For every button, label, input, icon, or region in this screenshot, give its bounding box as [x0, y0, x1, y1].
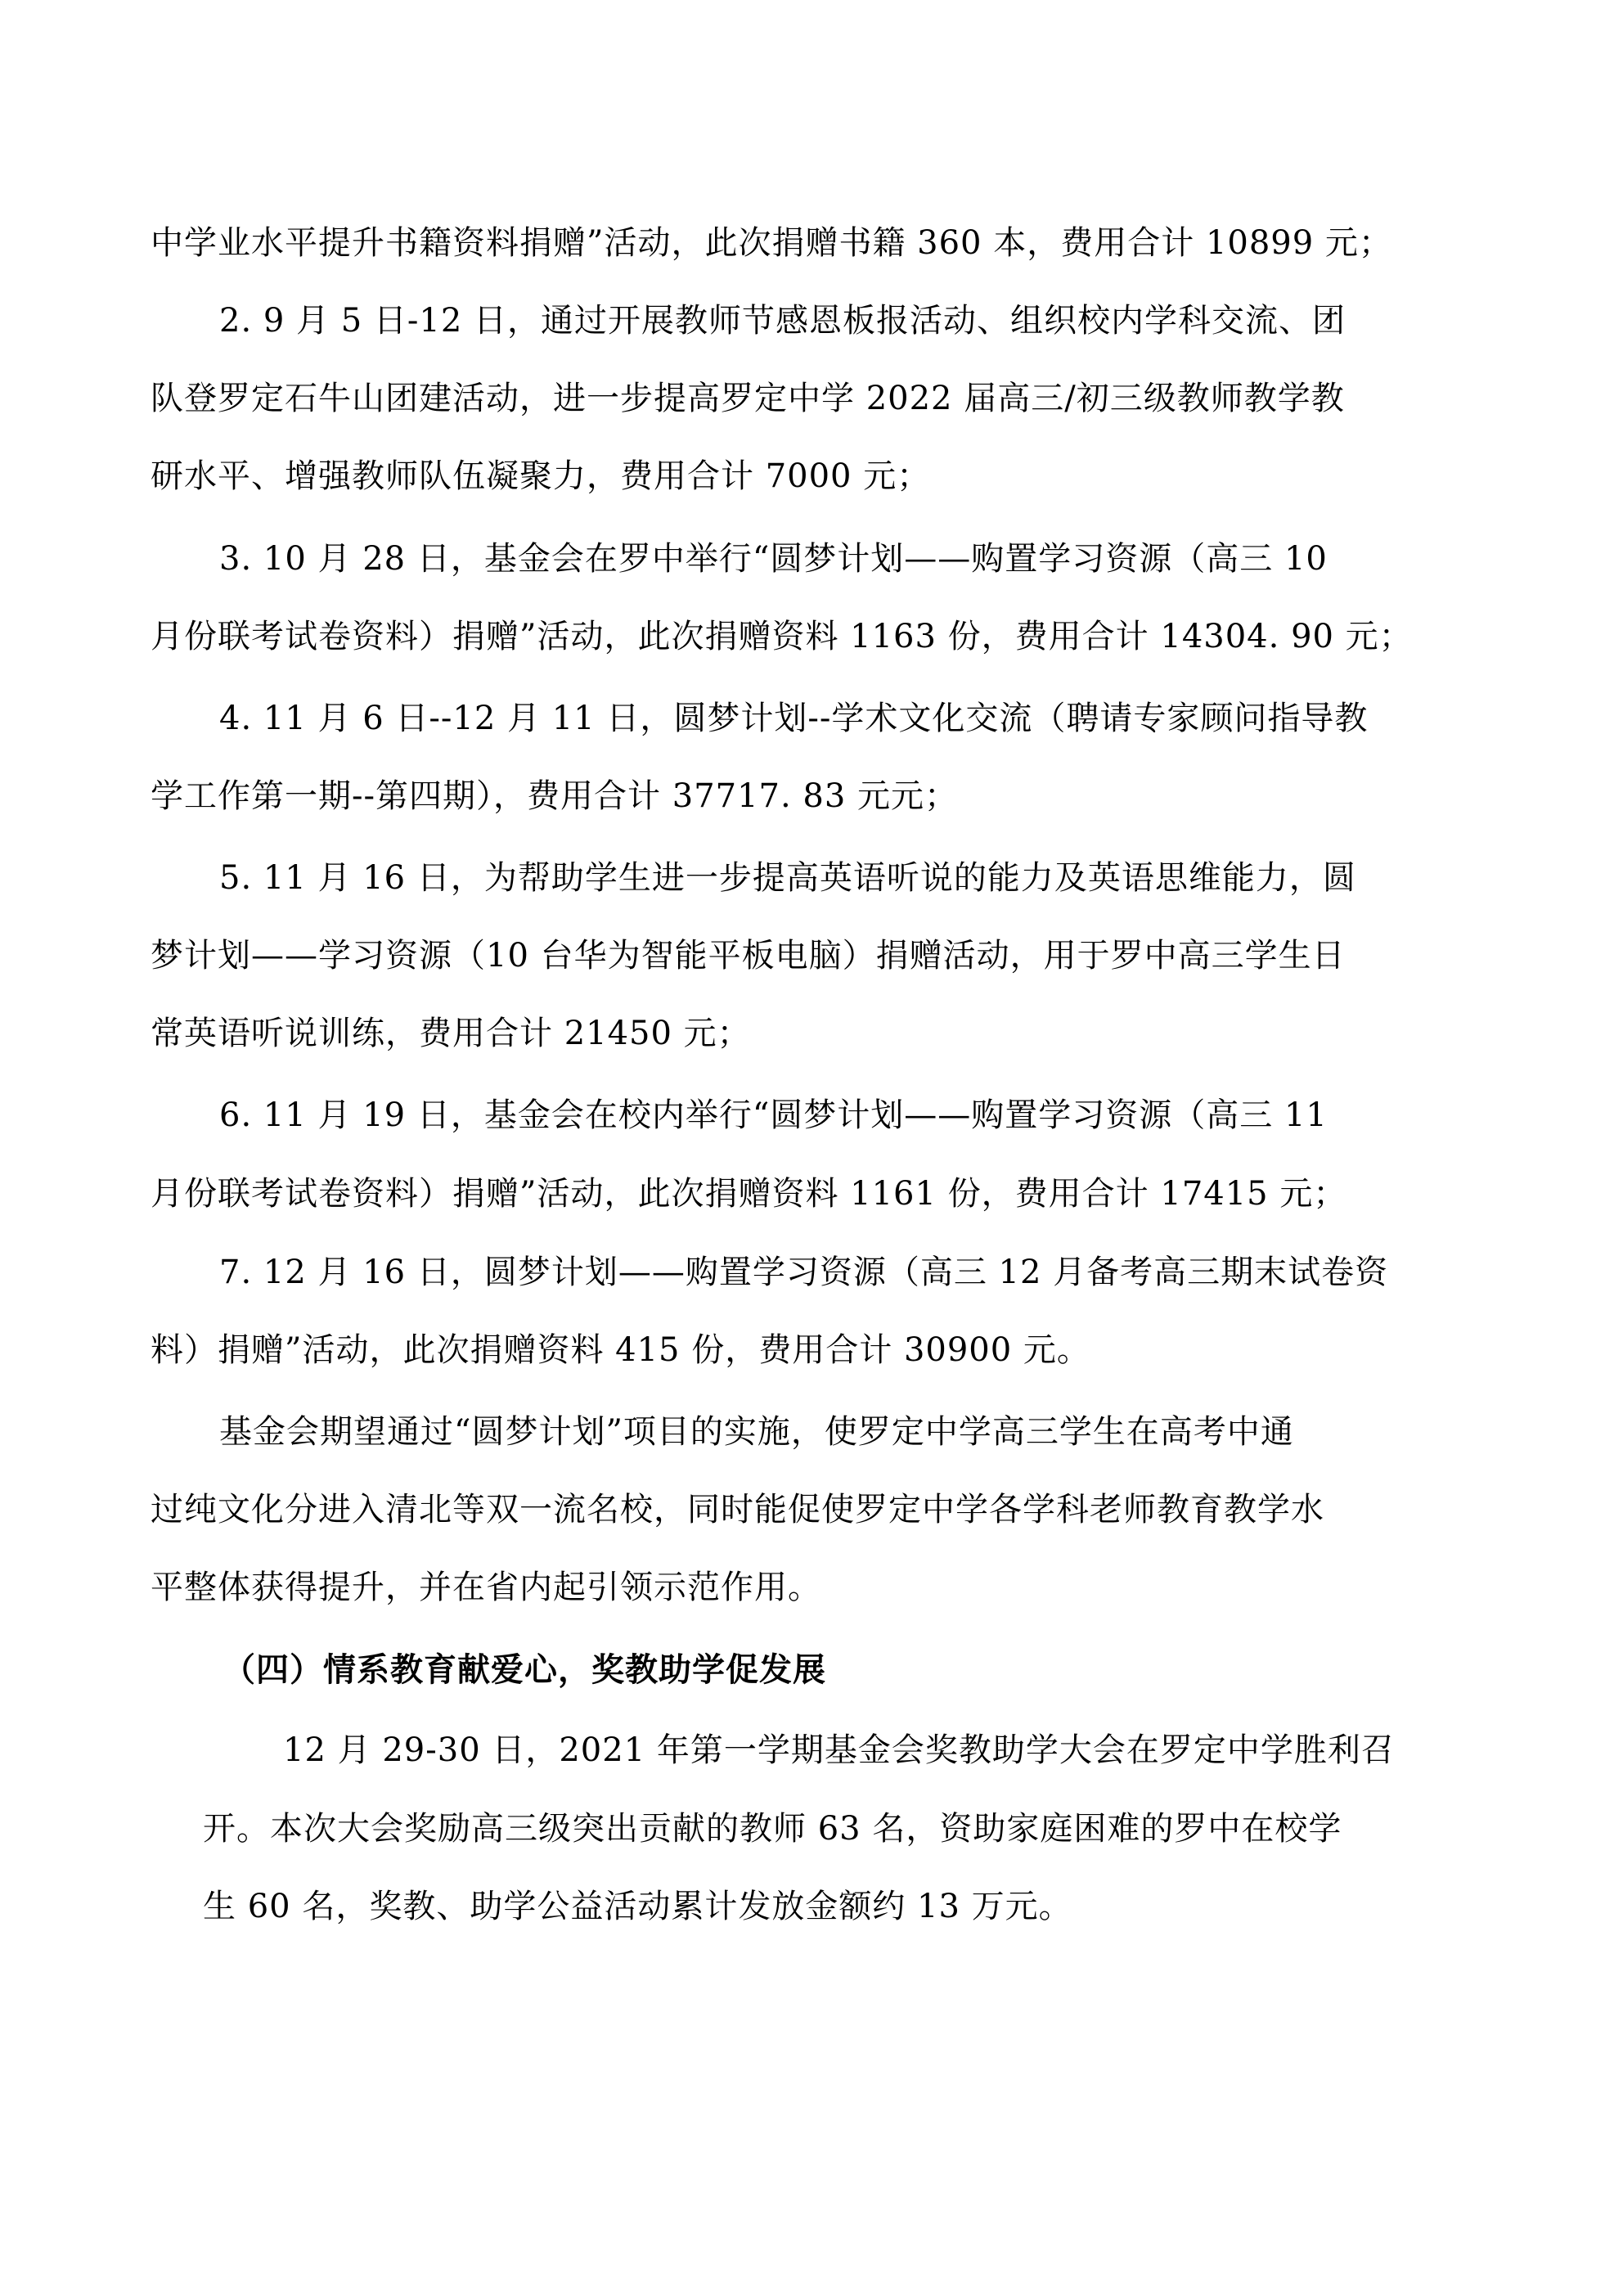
text-line: 开。本次大会奖励高三级突出贡献的教师 63 名，资助家庭困难的罗中在校学: [203, 1810, 1342, 1848]
text-line: 研水平、增强教师队伍凝聚力，费用合计 7000 元；: [151, 457, 931, 495]
section-heading: （四）情系教育献爱心，奖教助学促发展: [223, 1650, 826, 1689]
text-line: 月份联考试卷资料）捐赠”活动，此次捐赠资料 1161 份，费用合计 17415 元；: [151, 1175, 1347, 1213]
list-item-2: 2. 9 月 5 日-12 日，通过开展教师节感恩板报活动、组织校内学科交流、团: [219, 302, 1347, 340]
text-line: 队登罗定石牛山团建活动，进一步提高罗定中学 2022 届高三/初三级教师教学教: [151, 380, 1345, 417]
text-line: 学工作第一期--第四期），费用合计 37717. 83 元元；: [151, 777, 959, 815]
list-item-4: 4. 11 月 6 日--12 月 11 日，圆梦计划--学术文化交流（聘请专家顾问指导教: [219, 700, 1369, 737]
text-line: 料）捐赠”活动，此次捐赠资料 415 份，费用合计 30900 元。: [151, 1331, 1090, 1369]
list-item-3: 3. 10 月 28 日，基金会在罗中举行“圆梦计划——购置学习资源（高三 10: [219, 540, 1328, 578]
text-line: 平整体获得提升，并在省内起引领示范作用。: [151, 1569, 821, 1606]
text-line: 中学业水平提升书籍资料捐赠”活动，此次捐赠书籍 360 本，费用合计 10899 元；: [151, 224, 1392, 262]
text-line: 生 60 名，奖教、助学公益活动累计发放金额约 13 万元。: [203, 1888, 1072, 1925]
list-item-5: 5. 11 月 16 日，为帮助学生进一步提高英语听说的能力及英语思维能力，圆: [219, 859, 1356, 897]
text-line: 月份联考试卷资料）捐赠”活动，此次捐赠资料 1163 份，费用合计 14304. 90 元；: [151, 618, 1413, 655]
text-line: 常英语听说训练，费用合计 21450 元；: [151, 1015, 751, 1052]
list-item-7: 7. 12 月 16 日，圆梦计划——购置学习资源（高三 12 月备考高三期末试卷资: [219, 1254, 1389, 1291]
paragraph-start: 基金会期望通过“圆梦计划”项目的实施，使罗定中学高三学生在高考中通: [219, 1413, 1294, 1451]
paragraph-start: 12 月 29-30 日，2021 年第一学期基金会奖教助学大会在罗定中学胜利召: [283, 1731, 1395, 1769]
list-item-6: 6. 11 月 19 日，基金会在校内举行“圆梦计划——购置学习资源（高三 11: [219, 1096, 1328, 1134]
text-line: 梦计划——学习资源（10 台华为智能平板电脑）捐赠活动，用于罗中高三学生日: [151, 937, 1346, 975]
text-line: 过纯文化分进入清北等双一流名校，同时能促使罗定中学各学科老师教育教学水: [151, 1491, 1324, 1528]
